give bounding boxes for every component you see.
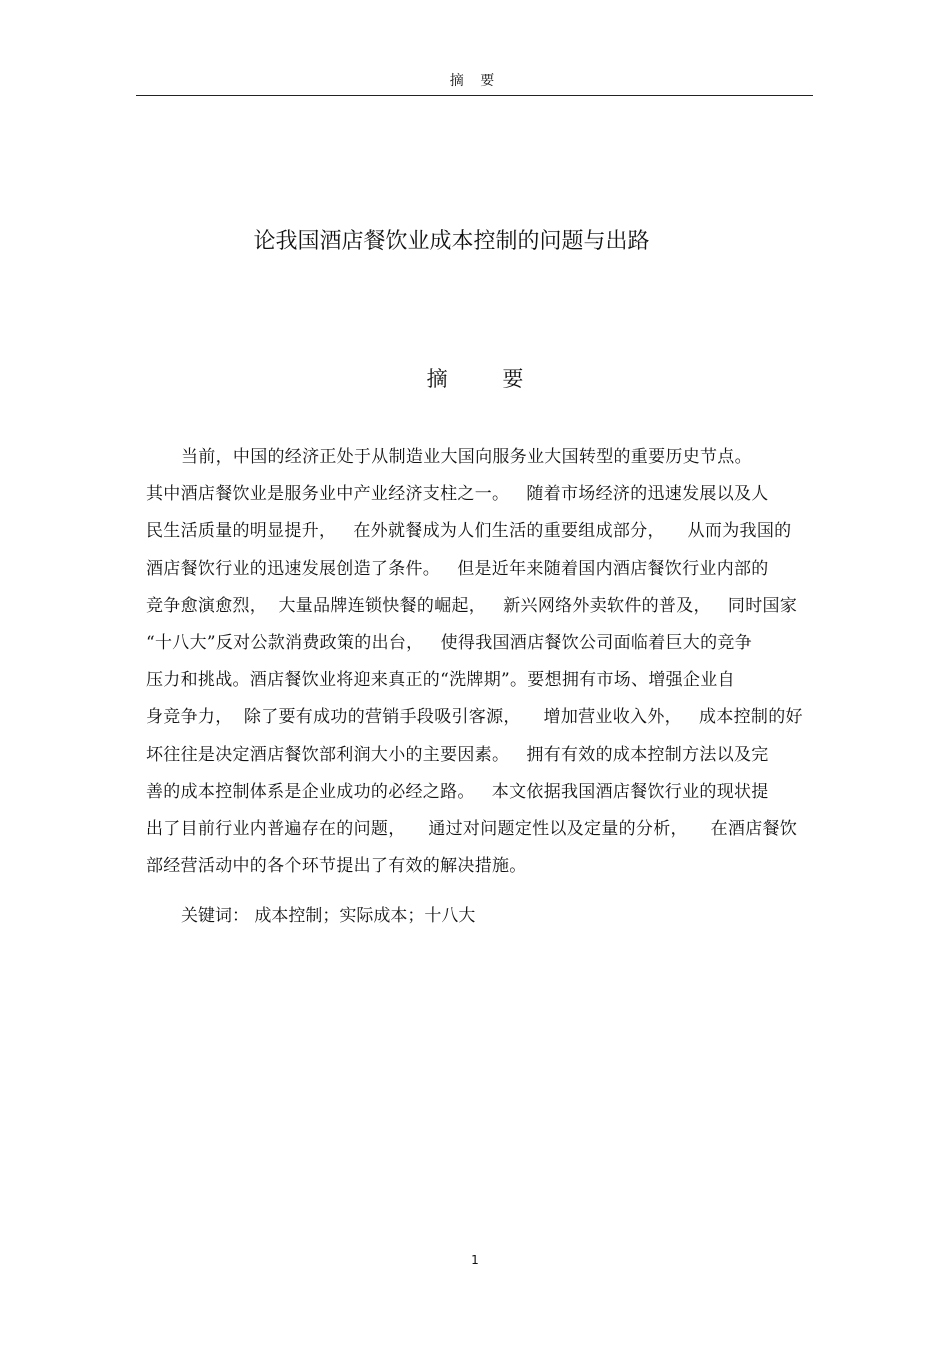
abstract-line: 压力和挑战。酒店餐饮业将迎来真正的“洗牌期”。要想拥有市场、增强企业自 bbox=[146, 670, 735, 691]
abstract-line: 身竞争力， 除了要有成功的营销手段吸引客源， 增加营业收入外， 成本控制的好 bbox=[146, 707, 803, 728]
abstract-body bbox=[146, 447, 816, 893]
page-number: 1 bbox=[471, 1253, 479, 1267]
abstract-heading: 摘 要 bbox=[426, 367, 548, 391]
abstract-line: 善的成本控制体系是企业成功的必经之路。 本文依据我国酒店餐饮行业的现状提 bbox=[146, 781, 769, 802]
abstract-line: 当前，中国的经济正处于从制造业大国向服务业大国转型的重要历史节点。 bbox=[181, 447, 752, 467]
running-header: 摘 要 bbox=[449, 73, 501, 89]
abstract-line: 民生活质量的明显提升， 在外就餐成为人们生活的重要组成部分， 从而为我国的 bbox=[146, 521, 792, 542]
paper-title: 论我国酒店餐饮业成本控制的问题与出路 bbox=[253, 229, 650, 254]
keywords: 关键词： 成本控制；实际成本；十八大 bbox=[181, 906, 476, 926]
abstract-line: 其中酒店餐饮业是服务业中产业经济支柱之一。 随着市场经济的迅速发展以及人 bbox=[146, 484, 769, 505]
abstract-line: 酒店餐饮行业的迅速发展创造了条件。 但是近年来随着国内酒店餐饮行业内部的 bbox=[146, 558, 769, 579]
abstract-line: 出了目前行业内普遍存在的问题， 通过对问题定性以及定量的分析， 在酒店餐饮 bbox=[146, 818, 798, 839]
abstract-line: “十八大”反对公款消费政策的出台， 使得我国酒店餐饮公司面临着巨大的竞争 bbox=[146, 632, 752, 653]
abstract-line: 坏往往是决定酒店餐饮部利润大小的主要因素。 拥有有效的成本控制方法以及完 bbox=[146, 744, 769, 765]
header-rule bbox=[136, 95, 813, 96]
abstract-line: 竞争愈演愈烈， 大量品牌连锁快餐的崛起， 新兴网络外卖软件的普及， 同时国家 bbox=[146, 595, 798, 616]
abstract-line: 部经营活动中的各个环节提出了有效的解决措施。 bbox=[146, 856, 527, 877]
